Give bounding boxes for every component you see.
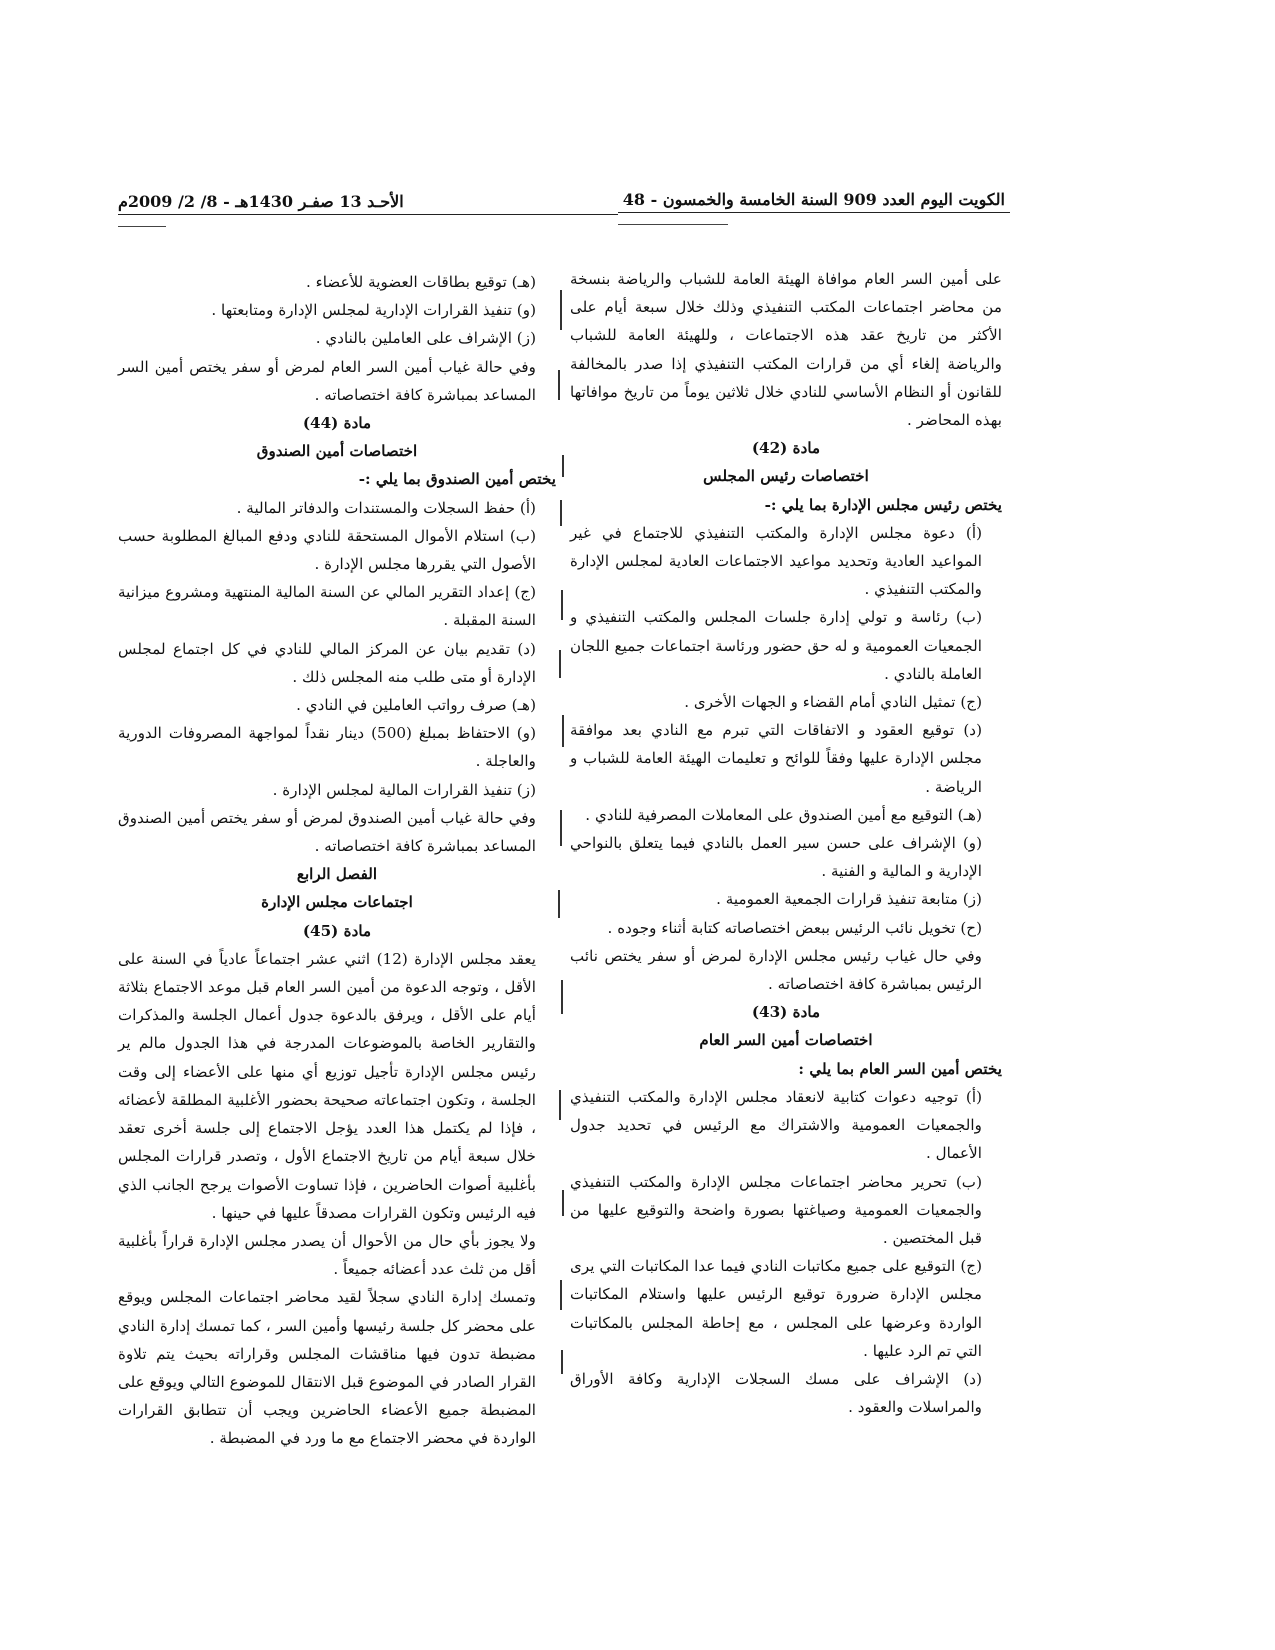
section-heading: اختصاصات رئيس المجلس xyxy=(703,467,869,486)
separator-mark xyxy=(559,1090,561,1120)
column-separator xyxy=(556,290,570,1380)
paragraph: (أ) دعوة مجلس الإدارة والمكتب التنفيذي للاجتماع في غير المواعيد العادية وتحديد مواعيد الاجتماعات العادية لمجلس الإدارة والمكتب التنفيذي . xyxy=(570,523,982,599)
separator-mark xyxy=(562,1190,564,1216)
section-heading: مادة (44) xyxy=(302,414,372,433)
paragraph: (د) توقيع العقود و الاتفاقات التي تبرم مع النادي بعد موافقة مجلس الإدارة عليها وفقاً للوائح و تعليمات الهيئة العامة للشباب و الرياضة . xyxy=(570,721,982,796)
separator-mark xyxy=(558,890,560,918)
paragraph: (ج) إعداد التقرير المالي عن السنة المالية المنتهية ومشروع ميزانية السنة المقبلة . xyxy=(118,583,536,630)
paragraph: (هـ) توقيع بطاقات العضوية للأعضاء . xyxy=(305,273,536,291)
separator-mark xyxy=(560,810,562,846)
section-heading: اجتماعات مجلس الإدارة xyxy=(261,893,413,912)
right-column xyxy=(570,265,1002,1421)
paragraph: (أ) حفظ السجلات والمستندات والدفاتر المالية . xyxy=(236,498,536,517)
header-date: الأحـد 13 صفـر 1430هـ - 8/ 2/ 2009م xyxy=(118,192,404,211)
header-rule-right-sub xyxy=(618,224,728,225)
paragraph: وفي حالة غياب أمين السر العام لمرض أو سفر يختص أمين السر المساعد بمباشرة كافة اختصاصاته . xyxy=(118,357,536,404)
header-rule-right xyxy=(618,212,1010,213)
separator-mark xyxy=(562,715,564,747)
section-heading: مادة (45) xyxy=(302,921,372,940)
separator-mark xyxy=(560,500,562,526)
paragraph: يختص أمين الصندوق بما يلي :- xyxy=(358,470,556,489)
paragraph: (د) الإشراف على مسك السجلات الإدارية وكافة الأوراق والمراسلات والعقود . xyxy=(570,1369,982,1417)
paragraph: (ز) الإشراف على العاملين بالنادي . xyxy=(315,329,536,348)
paragraph: وتمسك إدارة النادي سجلاً لقيد محاضر اجتماعات المجلس ويوقع على محضر كل جلسة رئيسها وأمين السر ، كما تمسك إدارة النادي مضبطة تدون فيها مناقشات المجلس وقراراته بحيث يتم تلاوة القرار الصادر في الموضوع قبل الانتقال للموضوع التالي ويوقع على المضبطة جميع الأعضاء الحاضرين ويجب أن تتطابق القرارات الواردة في محضر الاجتماع مع ما ورد في المضبطة . xyxy=(118,1288,536,1448)
paragraph: وفي حال غياب رئيس مجلس الإدارة لمرض أو سفر يختص نائب الرئيس بمباشرة كافة اختصاصاته . xyxy=(570,946,982,994)
header-rule-left-sub xyxy=(118,226,166,227)
paragraph: يختص أمين السر العام بما يلي : xyxy=(798,1059,1002,1078)
paragraph: (و) الاحتفاظ بمبلغ (500) دينار نقداً لمواجهة المصروفات الدورية والعاجلة . xyxy=(118,724,536,771)
separator-mark xyxy=(562,455,564,477)
separator-mark xyxy=(558,370,560,400)
paragraph: (ب) استلام الأموال المستحقة للنادي ودفع المبالغ المطلوبة حسب الأصول التي يقررها مجلس الإدارة . xyxy=(118,526,536,574)
separator-mark xyxy=(561,1350,563,1374)
section-heading: مادة (43) xyxy=(751,1003,821,1022)
paragraph: (ز) تنفيذ القرارات المالية لمجلس الإدارة . xyxy=(272,780,536,799)
paragraph: (هـ) صرف رواتب العاملين في النادي . xyxy=(296,696,536,715)
paragraph: (و) تنفيذ القرارات الإدارية لمجلس الإدارة ومتابعتها . xyxy=(211,301,536,320)
paragraph: ولا يجوز بأي حال من الأحوال أن يصدر مجلس الإدارة قراراً بأغلبية أقل من ثلث عدد أعضائه جميعاً . xyxy=(118,1231,536,1279)
paragraph: (د) تقديم بيان عن المركز المالي للنادي في كل اجتماع لمجلس الإدارة أو متى طلب منه المجلس ذلك . xyxy=(118,639,536,686)
paragraph: يختص رئيس مجلس الإدارة بما يلي :- xyxy=(764,495,1002,514)
paragraph: وفي حالة غياب أمين الصندوق لمرض أو سفر يختص أمين الصندوق المساعد بمباشرة كافة اختصاصاته . xyxy=(118,808,536,856)
section-heading: اختصاصات أمين السر العام xyxy=(699,1031,873,1050)
paragraph: (أ) توجيه دعوات كتابية لانعقاد مجلس الإدارة والمكتب التنفيذي والجمعيات العمومية والاشتراك مع الرئيس في تحديد جدول الأعمال . xyxy=(570,1087,982,1163)
separator-mark xyxy=(561,590,563,620)
separator-mark xyxy=(561,980,563,1014)
header-rule-left xyxy=(118,214,618,215)
left-column xyxy=(118,268,556,1453)
paragraph: يعقد مجلس الإدارة (12) اثني عشر اجتماعاً عادياً في السنة على الأقل ، وتوجه الدعوة من أمين السر العام قبل موعد الاجتماع بثلاثة أيام على الأقل ، ويرفق بالدعوة جدول أعمال الجلسة والمذكرات والتقارير الخاصة بالموضوعات المدرجة في هذا الجدول مالم ير رئيس مجلس الإدارة تأجيل توزيع أي منها على الأعضاء إلى وقت الجلسة ، وتكون اجتماعاته صحيحة بحضور الأغلبية المطلقة لأعضائه ، فإذا لم يكتمل هذا العدد يؤجل الاجتماع إلى جلسة أخرى تعقد خلال سبعة أيام من تاريخ الاجتماع الأول ، وتصدر قرارات المجلس بأغلبية أصوات الحاضرين ، فإذا تساوت الأصوات يرجح الجانب الذي فيه الرئيس وتكون القرارات مصدقاً عليها في حينها . xyxy=(118,949,536,1222)
paragraph: (و) الإشراف على حسن سير العمل بالنادي فيما يتعلق بالنواحي الإدارية و المالية و الفنية . xyxy=(570,834,982,881)
section-heading: الفصل الرابع xyxy=(296,865,378,884)
paragraph: (ج) التوقيع على جميع مكاتبات النادي فيما عدا المكاتبات التي يرى مجلس الإدارة ضرورة توقيع الرئيس عليها واستلام المكاتبات الواردة وعرضها على المجلس ، مع إحاطة المجلس بالمكاتبات التي تم الرد عليها . xyxy=(570,1257,982,1360)
separator-mark xyxy=(559,650,561,678)
paragraph: (ز) متابعة تنفيذ قرارات الجمعية العمومية . xyxy=(716,890,982,909)
paragraph: على أمين السر العام موافاة الهيئة العامة للشباب والرياضة بنسخة من محاضر اجتماعات المكتب التنفيذي وذلك خلال سبعة أيام على الأكثر من تاريخ عقد هذه الاجتماعات ، وللهيئة العامة للشباب والرياضة إلغاء أي من قرارات المكتب التنفيذي إذا صدر بالمخالفة للقانون أو النظام الأساسي للنادي خلال ثلاثين يوماً من تاريخ موافاتها بهذه المحاضر . xyxy=(570,270,1002,430)
separator-mark xyxy=(560,290,562,330)
section-heading: اختصاصات أمين الصندوق xyxy=(256,442,418,461)
paragraph: (ح) تخويل نائب الرئيس ببعض اختصاصاته كتابة أثناء وجوده . xyxy=(607,918,982,937)
paragraph: (ج) تمثيل النادي أمام القضاء و الجهات الأخرى . xyxy=(684,693,982,712)
section-heading: مادة (42) xyxy=(751,439,821,458)
paragraph: (ب) رئاسة و تولي إدارة جلسات المجلس والمكتب التنفيذي و الجمعيات العمومية و له حق حضور ورئاسة اجتماعات جميع اللجان العاملة بالنادي . xyxy=(570,608,982,683)
paragraph: (هـ) التوقيع مع أمين الصندوق على المعاملات المصرفية للنادي . xyxy=(585,805,982,824)
paragraph: (ب) تحرير محاضر اجتماعات مجلس الإدارة والمكتب التنفيذي والجمعيات العمومية وصياغتها بصورة واضحة والتوقيع عليها من قبل المختصين . xyxy=(570,1172,982,1247)
header-publication: الكويت اليوم العدد 909 السنة الخامسة والخمسون - 48 xyxy=(622,190,1005,209)
separator-mark xyxy=(560,1280,562,1310)
